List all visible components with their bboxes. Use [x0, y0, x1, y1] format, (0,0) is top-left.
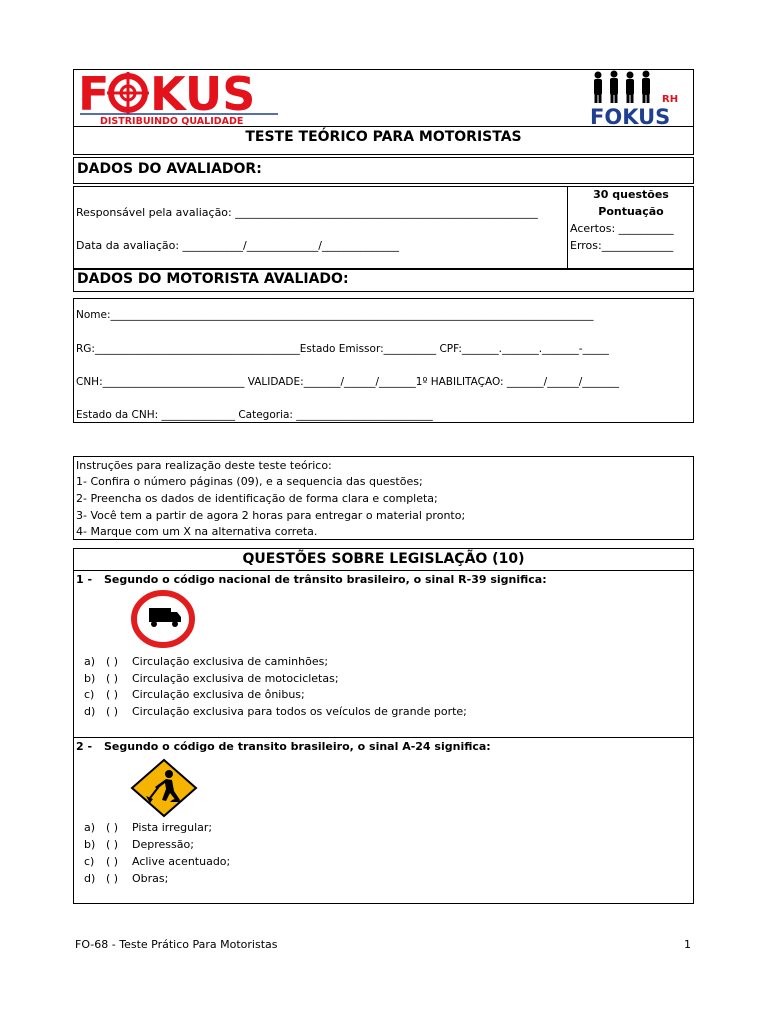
option-text: Depressão;	[132, 838, 194, 851]
question-1-option-b[interactable]	[84, 672, 339, 685]
option-letter: c)	[84, 688, 95, 701]
answer-checkbox[interactable]: ( )	[106, 838, 119, 851]
option-letter: a)	[84, 821, 96, 834]
driver-rg-line[interactable]: RG:_______________________________________Estado Emissor:__________ CPF:_______._______._______-_____	[76, 343, 609, 355]
hits-field[interactable]: Acertos: __________	[570, 222, 674, 235]
answer-checkbox[interactable]: ( )	[106, 655, 119, 668]
fokus-rh-logo-graphic	[588, 70, 688, 126]
answer-checkbox[interactable]: ( )	[106, 855, 119, 868]
question-1-text: Segundo o código nacional de trânsito brasileiro, o sinal R-39 significa:	[104, 573, 547, 586]
question-1-option-d[interactable]	[84, 705, 467, 718]
driver-cnh-line[interactable]: CNH:___________________________ VALIDADE:_______/______/_______1º HABILITAÇÃO: _______/______/_______	[76, 376, 620, 388]
driver-name-field[interactable]: Nome:____________________________________________________________________________________________	[76, 309, 594, 321]
footer-document-code: FO-68 - Teste Prático Para Motoristas	[75, 938, 278, 951]
sign-r39-truck-icon	[131, 590, 195, 648]
target-icon	[107, 72, 149, 114]
evaluator-section-title: DADOS DO AVALIADOR:	[77, 161, 262, 177]
driver-section-title: DADOS DO MOTORISTA AVALIADO:	[77, 271, 349, 287]
fokus-logo	[78, 70, 288, 126]
option-text: Obras;	[132, 872, 169, 885]
instruction-item: 2- Preencha os dados de identificação de forma clara e completa;	[76, 492, 438, 505]
logo-fokus-blue: FOKUS	[590, 105, 671, 126]
header-divider	[73, 126, 694, 127]
question-divider	[73, 737, 694, 738]
score-label: Pontuação	[598, 205, 664, 218]
instruction-item: 4- Marque com um X na alternativa correta.	[76, 525, 318, 538]
evaluation-date-field[interactable]: Data da avaliação: ___________/_____________/______________	[76, 239, 399, 252]
answer-checkbox[interactable]: ( )	[106, 872, 119, 885]
option-text: Circulação exclusiva para todos os veículos de grande porte;	[132, 705, 467, 718]
page-title: TESTE TEÓRICO PARA MOTORISTAS	[245, 129, 522, 145]
people-silhouettes-icon	[594, 71, 650, 104]
rh-badge: RH	[662, 94, 679, 105]
option-letter: b)	[84, 838, 96, 851]
option-letter: a)	[84, 655, 96, 668]
option-letter: d)	[84, 705, 96, 718]
answer-checkbox[interactable]: ( )	[106, 688, 119, 701]
question-2-option-c[interactable]	[84, 855, 230, 868]
logo-word-rest: KUS	[150, 70, 256, 121]
question-1-option-a[interactable]	[84, 655, 328, 668]
answer-checkbox[interactable]: ( )	[106, 821, 119, 834]
footer-page-number: 1	[684, 938, 691, 951]
responsible-field[interactable]: Responsável pela avaliação: _______________________________________________________	[76, 206, 538, 219]
instruction-item: 3- Você tem a partir de agora 2 horas para entregar o material pronto;	[76, 509, 466, 522]
sign-a24-road-works-icon	[130, 758, 198, 818]
questions-title-divider	[73, 570, 694, 571]
logo-letter-f: F	[78, 70, 110, 121]
instructions-title: Instruções para realização deste teste teórico:	[76, 459, 332, 472]
errors-field[interactable]: Erros:_____________	[570, 239, 674, 252]
questions-count: 30 questões	[593, 188, 669, 201]
question-2-text: Segundo o código de transito brasileiro, o sinal A-24 significa:	[104, 740, 491, 753]
option-letter: c)	[84, 855, 95, 868]
question-2-option-a[interactable]	[84, 821, 212, 834]
answer-checkbox[interactable]: ( )	[106, 705, 119, 718]
option-letter: b)	[84, 672, 96, 685]
question-2-option-d[interactable]	[84, 872, 168, 885]
option-text: Circulação exclusiva de motocicletas;	[132, 672, 339, 685]
questions-section-title: QUESTÕES SOBRE LEGISLAÇÃO (10)	[242, 551, 525, 567]
option-text: Aclive acentuado;	[132, 855, 231, 868]
fokus-logo-graphic	[78, 70, 288, 126]
option-text: Circulação exclusiva de ônibus;	[132, 688, 305, 701]
logo-tagline: DISTRIBUINDO QUALIDADE	[100, 116, 244, 126]
question-1-option-c[interactable]	[84, 688, 305, 701]
option-letter: d)	[84, 872, 96, 885]
question-2-option-b[interactable]	[84, 838, 194, 851]
instruction-item: 1- Confira o número páginas (09), e a sequencia das questões;	[76, 475, 423, 488]
fokus-rh-logo	[588, 70, 688, 126]
question-1-number: 1 -	[76, 573, 93, 586]
answer-checkbox[interactable]: ( )	[106, 672, 119, 685]
question-2-number: 2 -	[76, 740, 93, 753]
option-text: Pista irregular;	[132, 821, 213, 834]
option-text: Circulação exclusiva de caminhões;	[132, 655, 329, 668]
driver-state-line[interactable]: Estado da CNH: ______________ Categoria: __________________________	[76, 409, 433, 421]
